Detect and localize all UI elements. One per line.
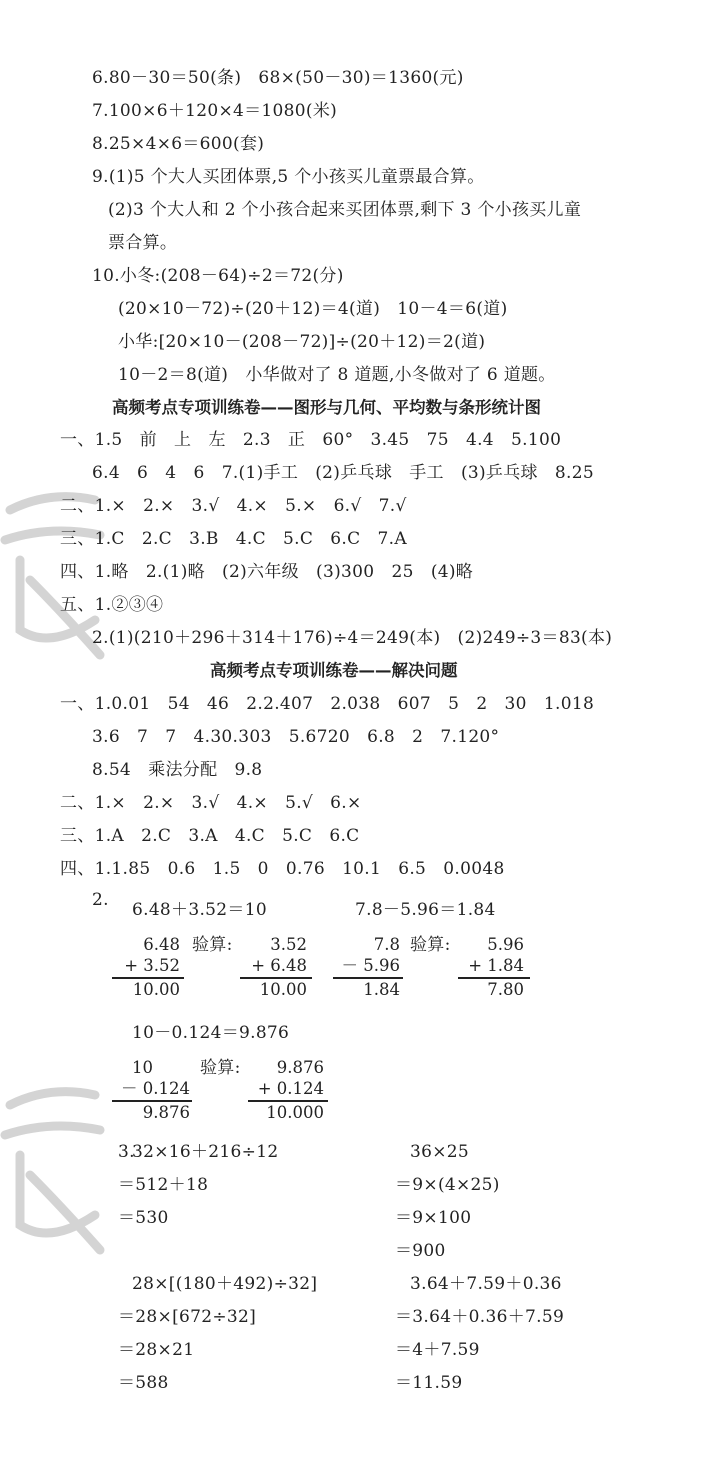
s2-row-5: 三、1.A 2.C 3.A 4.C 5.C 6.C: [60, 826, 360, 846]
vcalc6-rule: [248, 1100, 328, 1102]
s2-row-3: 8.54 乘法分配 9.8: [92, 760, 263, 780]
vcalc4-rule: [458, 977, 530, 979]
calc4-line-3: ＝4＋7.59: [395, 1340, 480, 1360]
calc3-line-3: ＝28×21: [118, 1340, 195, 1360]
answer-line-10d: 10－2＝8(道) 小华做对了 8 道题,小冬做对了 6 道题。: [118, 365, 556, 385]
s2-row-4: 二、1.× 2.× 3.√ 4.× 5.√ 6.×: [60, 793, 362, 813]
vcalc4-result: 7.80: [487, 980, 524, 999]
calc2-line-1: 36×25: [410, 1142, 470, 1162]
s2-row-2: 3.6 7 7 4.30.303 5.6720 6.8 2 7.120°: [92, 727, 500, 747]
vcalc4-top: 5.96: [487, 935, 524, 954]
s1-row-5: 四、1.略 2.(1)略 (2)六年级 (3)300 25 (4)略: [60, 562, 474, 582]
answer-line-10b: (20×10－72)÷(20＋12)＝4(道) 10－4＝6(道): [118, 299, 508, 319]
vcalc2-top: 3.52: [270, 935, 307, 954]
vcalc6-result: 10.000: [266, 1103, 324, 1122]
answer-line-9a: 9.(1)5 个大人买团体票,5 个小孩买儿童票最合算。: [92, 167, 485, 187]
vcalc3-subtrahend: － 5.96: [341, 956, 400, 975]
vcalc1-result: 10.00: [132, 980, 180, 999]
calc3-line-4: ＝588: [118, 1373, 169, 1393]
q2-equation-3: 10－0.124＝9.876: [132, 1023, 290, 1043]
calc2-line-3: ＝9×100: [395, 1208, 472, 1228]
vcalc6-top: 9.876: [276, 1058, 324, 1077]
vcalc5-subtrahend: － 0.124: [121, 1079, 190, 1098]
calc1-line-1: 32×16＋216÷12: [132, 1142, 279, 1162]
vcalc5-top: 10: [132, 1058, 153, 1077]
answer-line-9b: (2)3 个大人和 2 个小孩合起来买团体票,剩下 3 个小孩买儿童: [108, 200, 582, 220]
q2-label: 2.: [92, 890, 109, 910]
q3-label: 3.: [118, 1142, 135, 1162]
answer-line-6: 6.80－30＝50(条) 68×(50－30)＝1360(元): [92, 68, 464, 88]
section-title-geometry: 高频考点专项训练卷——图形与几何、平均数与条形统计图: [112, 398, 541, 417]
calc2-line-2: ＝9×(4×25): [395, 1175, 500, 1195]
s1-row-2: 6.4 6 4 6 7.(1)手工 (2)乒乓球 手工 (3)乒乓球 8.25: [92, 463, 594, 483]
vcalc3-top: 7.8: [373, 935, 400, 954]
vcalc2-result: 10.00: [259, 980, 307, 999]
vcalc1-rule: [112, 977, 184, 979]
check-label-3: 验算:: [200, 1058, 241, 1078]
vcalc1-addend: + 3.52: [124, 956, 180, 975]
s1-row-6: 五、1.②③④: [60, 595, 164, 615]
vcalc4-addend: + 1.84: [468, 956, 524, 975]
vcalc1-top: 6.48: [143, 935, 180, 954]
s1-row-3: 二、1.× 2.× 3.√ 4.× 5.× 6.√ 7.√: [60, 496, 407, 516]
answer-line-10a: 10.小冬:(208－64)÷2＝72(分): [92, 266, 344, 286]
calc3-line-2: ＝28×[672÷32]: [118, 1307, 257, 1327]
answer-line-8: 8.25×4×6＝600(套): [92, 134, 265, 154]
calc4-line-4: ＝11.59: [395, 1373, 463, 1393]
check-label-2: 验算:: [410, 935, 451, 955]
vcalc3-result: 1.84: [363, 980, 400, 999]
vcalc3-rule: [333, 977, 403, 979]
s1-row-7: 2.(1)(210＋296＋314＋176)÷4＝249(本) (2)249÷3＝83(本): [92, 628, 613, 648]
s1-row-1: 一、1.5 前 上 左 2.3 正 60° 3.45 75 4.4 5.100: [60, 430, 562, 450]
vcalc5-result: 9.876: [142, 1103, 190, 1122]
calc1-line-3: ＝530: [118, 1208, 169, 1228]
vcalc5-rule: [112, 1100, 192, 1102]
s2-row-6: 四、1.1.85 0.6 1.5 0 0.76 10.1 6.5 0.0048: [60, 859, 505, 879]
calc4-line-1: 3.64＋7.59＋0.36: [410, 1274, 562, 1294]
vcalc2-addend: + 6.48: [251, 956, 307, 975]
q2-equation-1: 6.48＋3.52＝10: [132, 900, 267, 920]
vcalc2-rule: [240, 977, 312, 979]
calc2-line-4: ＝900: [395, 1241, 446, 1261]
calc3-line-1: 28×[(180＋492)÷32]: [132, 1274, 318, 1294]
vcalc6-addend: + 0.124: [257, 1079, 324, 1098]
answer-line-9c: 票合算。: [108, 233, 178, 253]
s1-row-4: 三、1.C 2.C 3.B 4.C 5.C 6.C 7.A: [60, 529, 407, 549]
calc4-line-2: ＝3.64＋0.36＋7.59: [395, 1307, 565, 1327]
answer-line-10c: 小华:[20×10－(208－72)]÷(20＋12)＝2(道): [118, 332, 486, 352]
watermark-bottom: [0, 1075, 110, 1265]
check-label-1: 验算:: [192, 935, 233, 955]
q2-equation-2: 7.8－5.96＝1.84: [355, 900, 496, 920]
calc1-line-2: ＝512＋18: [118, 1175, 209, 1195]
answer-line-7: 7.100×6＋120×4＝1080(米): [92, 101, 338, 121]
section-title-problem-solving: 高频考点专项训练卷——解决问题: [210, 661, 458, 680]
s2-row-1: 一、1.0.01 54 46 2.2.407 2.038 607 5 2 30 1.018: [60, 694, 595, 714]
